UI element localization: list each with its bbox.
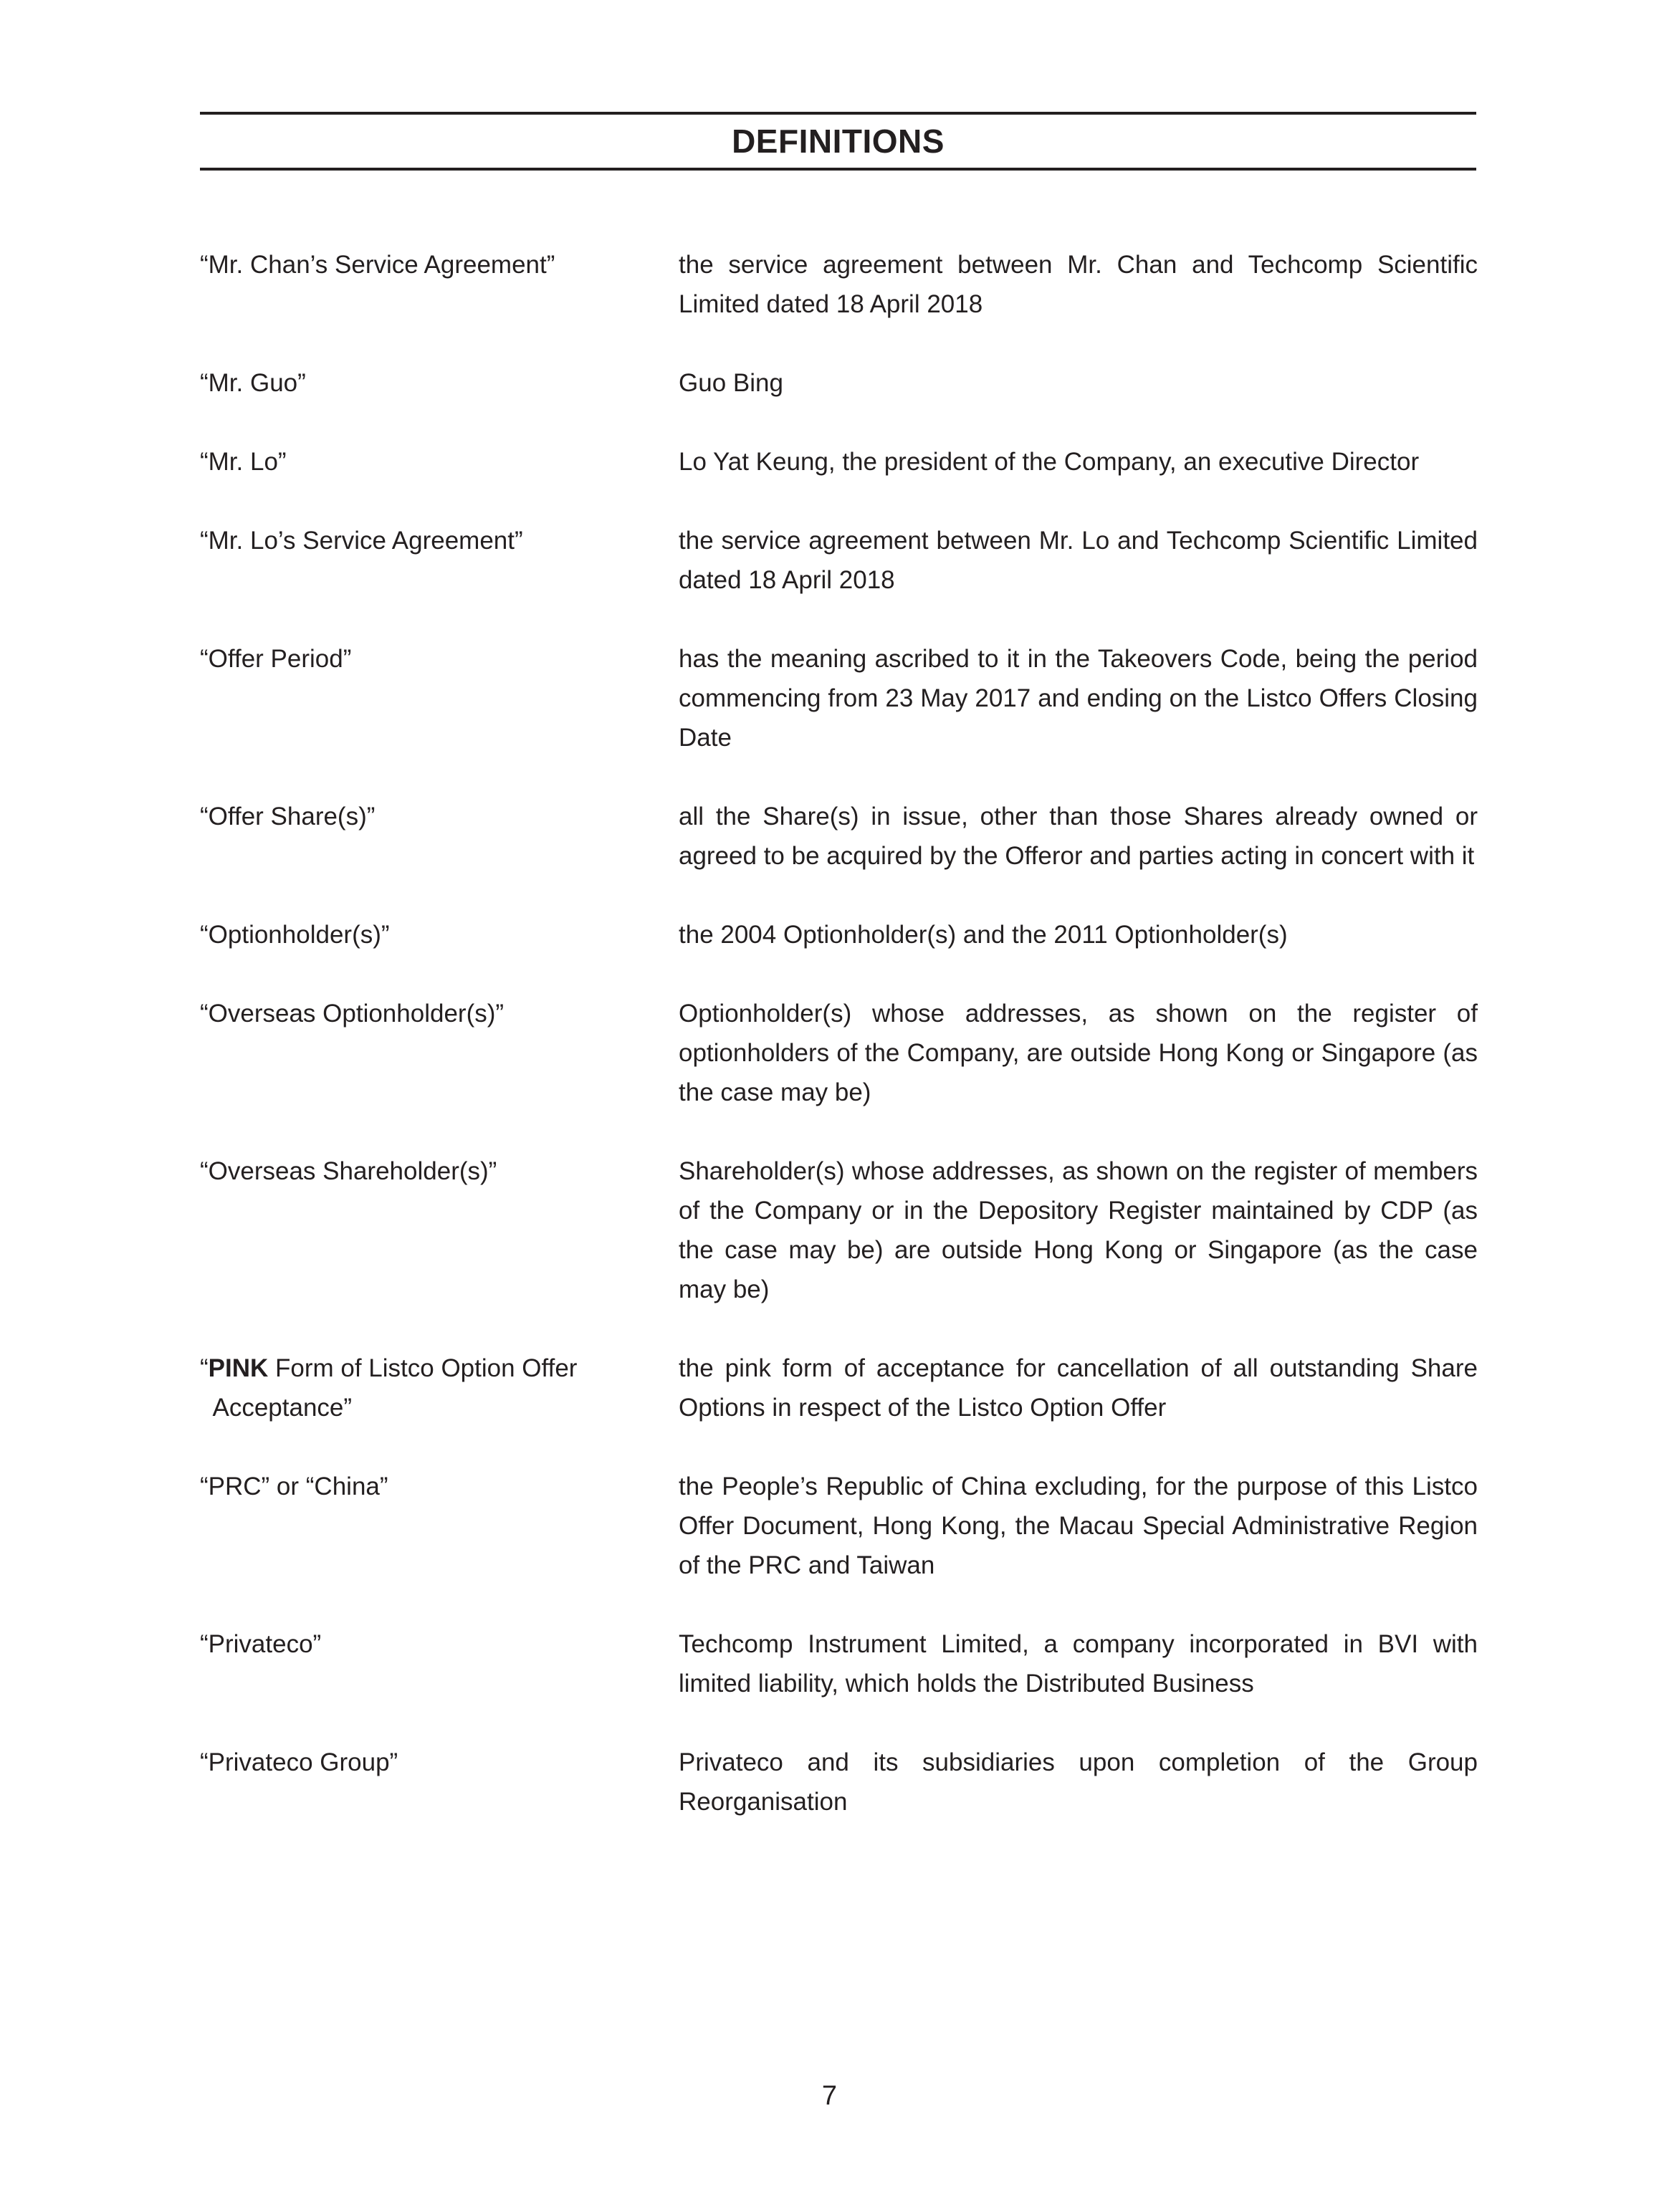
definition-meaning: the service agreement between Mr. Lo and Techcomp Scientific Limited dated 18 April 2018	[679, 527, 1478, 594]
definition-row	[200, 1152, 1478, 1309]
term-bold-word: PINK	[208, 1354, 269, 1382]
definition-term: “Privateco”	[200, 1630, 322, 1658]
definition-meaning: the pink form of acceptance for cancellation of all outstanding Share Options in respect of the Listco Option Offer	[679, 1354, 1478, 1422]
definition-term: “Mr. Chan’s Service Agreement”	[200, 251, 555, 279]
definition-term: “Offer Period”	[200, 645, 352, 673]
definition-term: “Mr. Guo”	[200, 369, 306, 397]
definition-meaning: Lo Yat Keung, the president of the Company, an executive Director	[679, 448, 1420, 476]
definition-term: “Privateco Group”	[200, 1748, 398, 1776]
definition-meaning: Guo Bing	[679, 369, 783, 397]
page-title: DEFINITIONS	[732, 123, 945, 160]
definition-term: “Optionholder(s)”	[200, 921, 390, 949]
header-bottom-rule	[200, 168, 1476, 171]
definition-meaning: Techcomp Instrument Limited, a company incorporated in BVI with limited liability, which holds the Distributed Business	[679, 1630, 1478, 1698]
definition-row	[200, 245, 1478, 324]
definition-row	[200, 994, 1478, 1112]
definition-meaning: Optionholder(s) whose addresses, as shown on the register of optionholders of the Company, are outside Hong Kong or Singapore (as the case may be)	[679, 1000, 1478, 1106]
definition-row	[200, 797, 1478, 876]
definition-row	[200, 363, 1478, 403]
definition-row	[200, 639, 1478, 757]
definition-row	[200, 1349, 1478, 1427]
definition-meaning: has the meaning ascribed to it in the Takeovers Code, being the period commencing from 23 May 2017 and ending on the Listco Offers Closing Date	[679, 645, 1478, 752]
header-top-rule	[200, 112, 1476, 115]
definition-term: “Offer Share(s)”	[200, 803, 376, 830]
definition-meaning: all the Share(s) in issue, other than those Shares already owned or agreed to be acquired by the Offeror and parties acting in concert with it	[679, 803, 1478, 870]
definition-term: “Mr. Lo”	[200, 448, 287, 476]
definition-row	[200, 1624, 1478, 1703]
definition-row	[200, 915, 1478, 954]
definition-row	[200, 1743, 1478, 1821]
definitions-list	[200, 245, 1478, 1861]
definition-term: “Overseas Shareholder(s)”	[200, 1157, 497, 1185]
page-number: 7	[821, 2081, 838, 2111]
definition-meaning: the service agreement between Mr. Chan and Techcomp Scientific Limited dated 18 April 2018	[679, 251, 1478, 318]
term-rest: Form of Listco Option Offer Acceptance”	[212, 1354, 578, 1422]
definition-row	[200, 442, 1478, 482]
definition-meaning: the 2004 Optionholder(s) and the 2011 Optionholder(s)	[679, 921, 1288, 949]
definition-row	[200, 1467, 1478, 1585]
definition-meaning: Privateco and its subsidiaries upon completion of the Group Reorganisation	[679, 1748, 1478, 1816]
term-open-quote: “	[200, 1354, 209, 1382]
definition-term: “Mr. Lo’s Service Agreement”	[200, 527, 523, 555]
definition-row	[200, 521, 1478, 600]
definition-term: “Overseas Optionholder(s)”	[200, 1000, 505, 1028]
definition-meaning: Shareholder(s) whose addresses, as shown on the register of members of the Company or in the Depository Register maintained by CDP (as the case may be) are outside Hong Kong or Singapore (as the case may be)	[679, 1157, 1478, 1303]
definition-term: “PRC” or “China”	[200, 1473, 388, 1500]
definition-meaning: the People’s Republic of China excluding, for the purpose of this Listco Offer Document, Hong Kong, the Macau Special Administrative Region of the PRC and Taiwan	[679, 1473, 1478, 1579]
definition-term	[200, 1349, 679, 1427]
